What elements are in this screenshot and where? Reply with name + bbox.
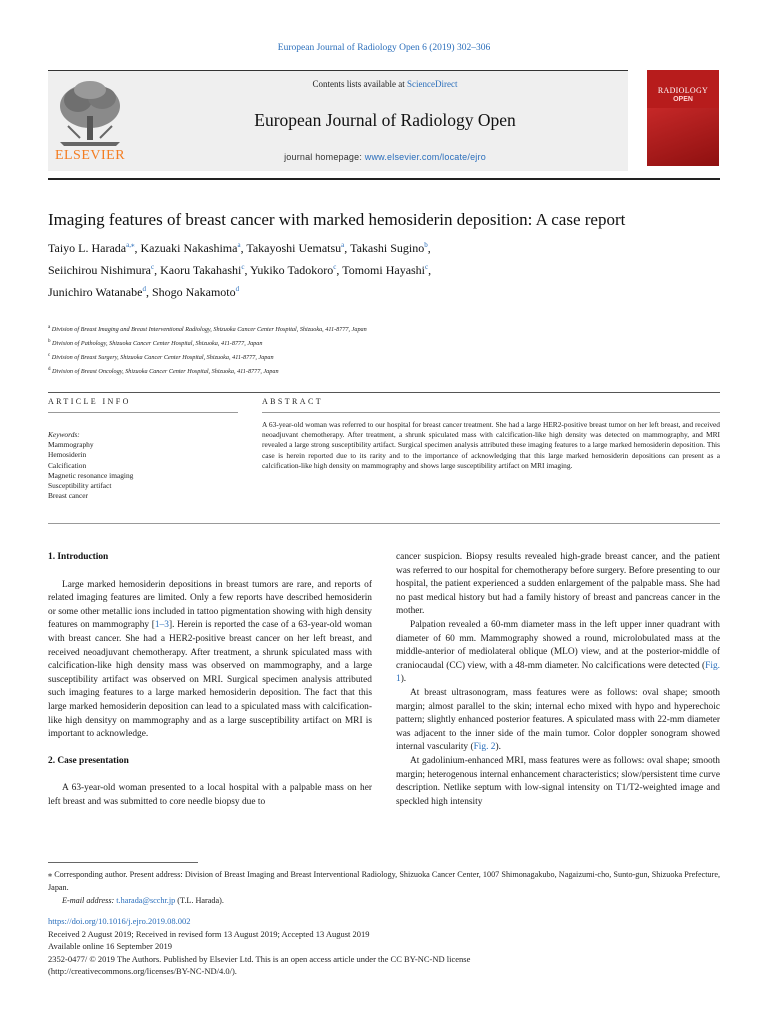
cover-image [647,108,719,166]
author-name: Kaoru Takahashi [160,263,242,277]
publisher-logo-text: ELSEVIER [54,148,126,163]
license-line: 2352-0477/ © 2019 The Authors. Published by Elsevier Ltd. This is an open access article under the CC BY-NC-ND license [48,953,471,964]
cover-title-line2: OPEN [673,96,693,103]
article-metadata [48,915,720,978]
keyword: Calcification [48,460,87,470]
author-name: Kazuaki Nakashima [140,241,238,255]
abstract-heading: ABSTRACT [262,397,323,406]
keywords-block [48,430,238,501]
keywords-label: Keywords: [48,430,80,439]
keyword: Susceptibility artifact [48,481,112,491]
section-rule [48,392,720,393]
author-name: Shogo Nakamoto [151,285,236,299]
sciencedirect-link[interactable]: ScienceDirect [407,79,458,89]
affiliation-line: $^c$ Division of Breast Surgery, Shizuoka Cancer Center Hospital, Shizuoka, 411-8777, Japan [48,353,274,361]
figure-1-link[interactable]: Fig. 1 [396,660,720,685]
introduction-paragraph: Large marked hemosiderin depositions in breast tumors are rare, and reports of related imaging features are limited. Only a few reports have described hemosiderin or some other metallic ions included in tattoo pigmentation showing with high density features on mammography [1–3]. Herein is reported the case of a 63-year-old woman with breast cancer. She had a HER2-positive breast cancer on her left breast, and received neoadjuvant chemotherapy. After treatment, a shrunk spiculated mass with calcification-like high density mass was observed on mammography, and a large susceptibility artifact was observed on MRI. Surgical specimen analysis attributed such imaging features to a large marked hemosiderin deposition. The fact that this large marked hemosiderin deposition can lead to a spiculated mass with calcification-like high densityy on mammography and as a large susceptibility artifact on MRI is important to acknowledge. [48,579,372,740]
author-name: Takashi Sugino [350,241,425,255]
author-affiliation-mark[interactable]: a [237,241,241,249]
author-affiliation-mark[interactable]: a [341,241,345,249]
keyword: Mammography [48,440,94,450]
affiliation-line: $^b$ Division of Pathology, Shizuoka Cancer Center Hospital, Shizuoka, 411-8777, Japan [48,339,263,347]
header-rule [48,178,720,180]
ultrasonogram-paragraph: At breast ultrasonogram, mass features were as follows: oval shape; smooth margin; almost parallel to the skin; internal echo mixed with hypo and hyperechoic pattern; slightly enhanced posterior features. A spiculated mass with 22-mm diameter was adjacent to the inner side of the main tumor. Color doppler sonogram showed internal vascularity (Fig. 2). [396,687,720,753]
running-head[interactable]: European Journal of Radiology Open 6 (2019) 302–306 [277,43,491,53]
contents-available-line: Contents lists available at ScienceDirect [312,79,458,89]
palpation-paragraph: Palpation revealed a 60-mm diameter mass in the left upper inner quadrant with diameter of 60 mm. Mammography showed a round, microlobulated mass at the middle-anterior of mediolateral oblique (MLO) view, and at the posterior-middle of craniocaudal (CC) view, with a 48-mm diameter. No calcifications were detected (Fig. 1). [396,619,720,685]
author-name: Seiichirou Nishimura [48,263,151,277]
affiliations [48,322,720,378]
author-affiliation-mark[interactable]: c [425,263,429,271]
author-name: Junichiro Watanabe [48,285,143,299]
figure-2-link[interactable]: Fig. 2 [473,742,496,753]
journal-title: European Journal of Radiology Open [254,110,516,130]
journal-cover-thumbnail[interactable] [647,70,719,166]
article-info-heading: ARTICLE INFO [48,397,131,406]
author-affiliation-mark[interactable]: c [333,263,337,271]
doi-link[interactable]: https://doi.org/10.1016/j.ejro.2019.08.002 [48,916,191,926]
affiliation-line: $^d$ Division of Breast Oncology, Shizuoka Cancer Center Hospital, Shizuoka, 411-8777, Japan [48,367,279,375]
author-affiliation-mark[interactable]: d [235,285,240,293]
author-name: Taiyo L. Harada [48,241,127,255]
license-url[interactable]: (http://creativecommons.org/licenses/BY-NC-ND/4.0/). [48,966,237,977]
cover-title-line1: RADIOLOGY [657,86,709,95]
introduction-heading: 1. Introduction [48,552,109,562]
keyword: Magnetic resonance imaging [48,470,134,480]
author-list: Taiyo L. Harada$^{a,⁎}$, Kazuaki Nakashima$^a$, Takayoshi Uematsu$^a$, Takashi Sugino$^b$, Seiichirou Nishimura$^c$, Kaoru Takahashi$^c$, Yukiko Tadokoro$^c$, Tomomi Hayashi$^c$, Junichiro Watanabe$^d$, Shogo Nakamoto$^d$ [48,241,432,299]
author-name: Yukiko Tadokoro [250,263,334,277]
author-affiliation-mark[interactable]: c [150,263,155,271]
corresponding-author-footnote: ⁎ Corresponding author. Present address: Division of Breast Imaging and Breast Interventional Radiology, Shizuoka Cancer Center, 1007 Shimonagakubo, Nagaizumi-cho, Sunto-gun, Shizuoka Prefecture, Japan. E-mail address: t.harada@scchr.jp (T.L. Harada). [48,870,720,905]
received-dates: Received 2 August 2019; Received in revised form 13 August 2019; Accepted 13 August 2019 [48,928,370,939]
author-affiliation-mark[interactable]: b [424,241,428,249]
author-affiliation-mark[interactable]: c [241,263,245,271]
keyword: Breast cancer [48,491,89,501]
author-email-link[interactable]: t.harada@scchr.jp [116,896,176,905]
case-presentation-heading: 2. Case presentation [48,755,129,766]
available-online: Available online 16 September 2019 [48,941,173,952]
author-name: Tomomi Hayashi [342,263,426,277]
case-paragraph: A 63-year-old woman presented to a local hospital with a palpable mass on her left breast and was submitted to core needle biopsy due to [48,783,372,807]
affiliation-line: $^a$ Division of Breast Imaging and Breast Interventional Radiology, Shizuoka Cancer Center Hospital, Shizuoka, 411-8777, Japan [48,325,367,333]
mri-paragraph: At gadolinium-enhanced MRI, mass features were as follows: oval shape; smooth margin; heterogenous internal enhancement characteristics; slow/persistent time curve description. Netlike septum with low-signal intensity on T1/T2-weighted image and speckled high intensity [396,755,720,807]
article-title: Imaging features of breast cancer with marked hemosiderin deposition: A case report [48,210,626,229]
article-info-rule [48,412,238,413]
footnote-rule [48,862,198,863]
case-paragraph-continued: cancer suspicion. Biopsy results revealed high-grade breast cancer, and the patient was referred to our hospital for chemotherapy before surgery. Before presenting to our hospital, the patient experienced a sudden enlargement of the palpable mass. She had no past medical history but had a family history of breast and pancreas cancer in the mother. [396,552,720,617]
reference-link-1-3[interactable]: 1–3 [154,620,169,631]
author-name: Takayoshi Uematsu [246,241,342,255]
journal-homepage-link[interactable]: www.elsevier.com/locate/ejro [364,152,486,162]
author-affiliation-mark[interactable]: a,⁎ [126,241,135,249]
abstract-bottom-rule [48,523,720,524]
abstract-text: A 63-year-old woman was referred to our hospital for breast cancer treatment. She had a large HER2-positive breast tumor on her left breast, and received neoadjuvant chemotherapy. After treatment, a shrunk spiculated mass with calcification-like high density was detected on mammography, and MRI revealed a large strong susceptibility artifact. Surgical specimen analysis attributed these imaging features to a large marked hemosiderin deposition. This case is herein reported due to its rarity and to the importance of acknowledging that this large marked hemosiderin depositions can present as a calcification-like high density on mammography and shows large susceptibility artifact on MRI imaging. [262,420,720,470]
author-affiliation-mark[interactable]: d [142,285,146,293]
abstract-rule [262,412,720,413]
keyword: Hemosiderin [48,450,87,460]
right-column [396,551,720,809]
journal-homepage-line: journal homepage: www.elsevier.com/locate/ejro [284,152,486,162]
left-column [48,551,372,810]
